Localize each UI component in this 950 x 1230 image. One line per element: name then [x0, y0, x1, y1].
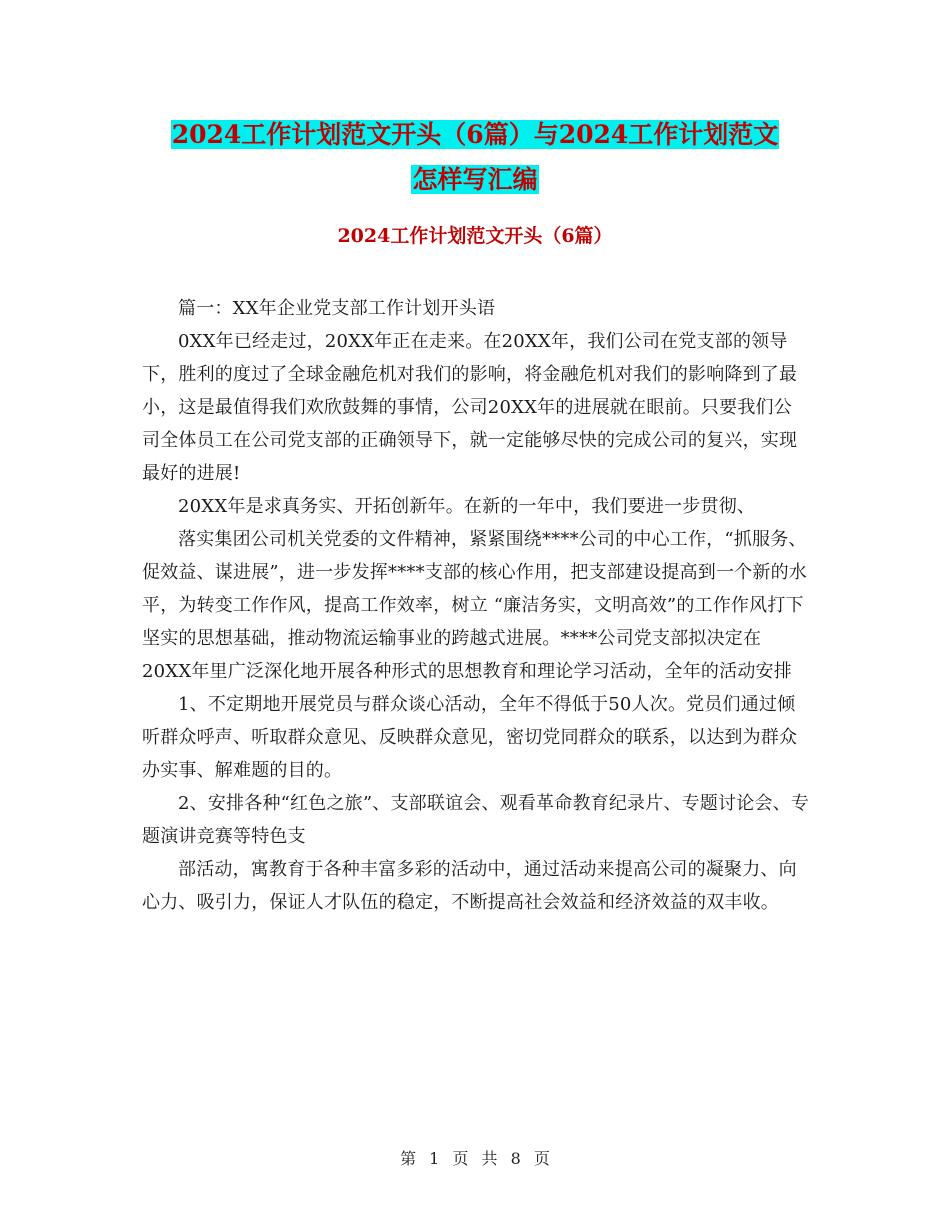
paragraph: 20XX年是求真务实、开拓创新年。在新的一年中，我们要进一步贯彻、	[178, 496, 756, 517]
paragraph: 篇一：XX年企业党支部工作计划开头语	[178, 298, 496, 319]
title-line-1: 2024工作计划范文开头（6篇）与2024工作计划范文	[171, 120, 779, 149]
paragraph: 2、安排各种“红色之旅”、支部联谊会、观看革命教育纪录片、专题讨论会、专题演讲竞赛等特色支	[142, 793, 810, 847]
paragraph: 0XX年已经走过，20XX年正在走来。在20XX年，我们公司在党支部的领导下，胜利的度过了全球金融危机对我们的影响，将金融危机对我们的影响降到了最小，这是最值得我们欢欣鼓舞的事情，公司20XX年的进展就在眼前。只要我们公司全体员工在公司党支部的正确领导下，就一定能够尽快的完成公司的复兴，实现最好的进展!	[142, 331, 798, 484]
document-body	[142, 292, 810, 919]
paragraph: 1、不定期地开展党员与群众谈心活动，全年不得低于50人次。党员们通过倾听群众呼声、听取群众意见、反映群众意见，密切党同群众的联系，以达到为群众办实事、解难题的目的。	[142, 694, 798, 781]
title-line-2: 怎样写汇编	[412, 165, 538, 194]
paragraph: 部活动，寓教育于各种丰富多彩的活动中，通过活动来提高公司的凝聚力、向心力、吸引力，保证人才队伍的稳定，不断提高社会效益和经济效益的双丰收。	[142, 859, 797, 913]
page-number-footer: 第 1 页 共 8 页	[400, 1149, 550, 1168]
document-title	[0, 112, 950, 202]
paragraph: 落实集团公司机关党委的文件精神，紧紧围绕****公司的中心工作，“抓服务、促效益、谋进展”，进一步发挥****支部的核心作用，把支部建设提高到一个新的水平，为转变工作作风，提高工作效率，树立 “廉洁务实，文明高效”的工作作风打下坚实的思想基础，推动物流运输事业的跨越式进展。****公司党支部拟决定在20XX年里广泛深化地开展各种形式的思想教育和理论学习活动，全年的活动安排	[142, 529, 807, 682]
section-title: 2024工作计划范文开头（6篇）	[337, 225, 613, 247]
